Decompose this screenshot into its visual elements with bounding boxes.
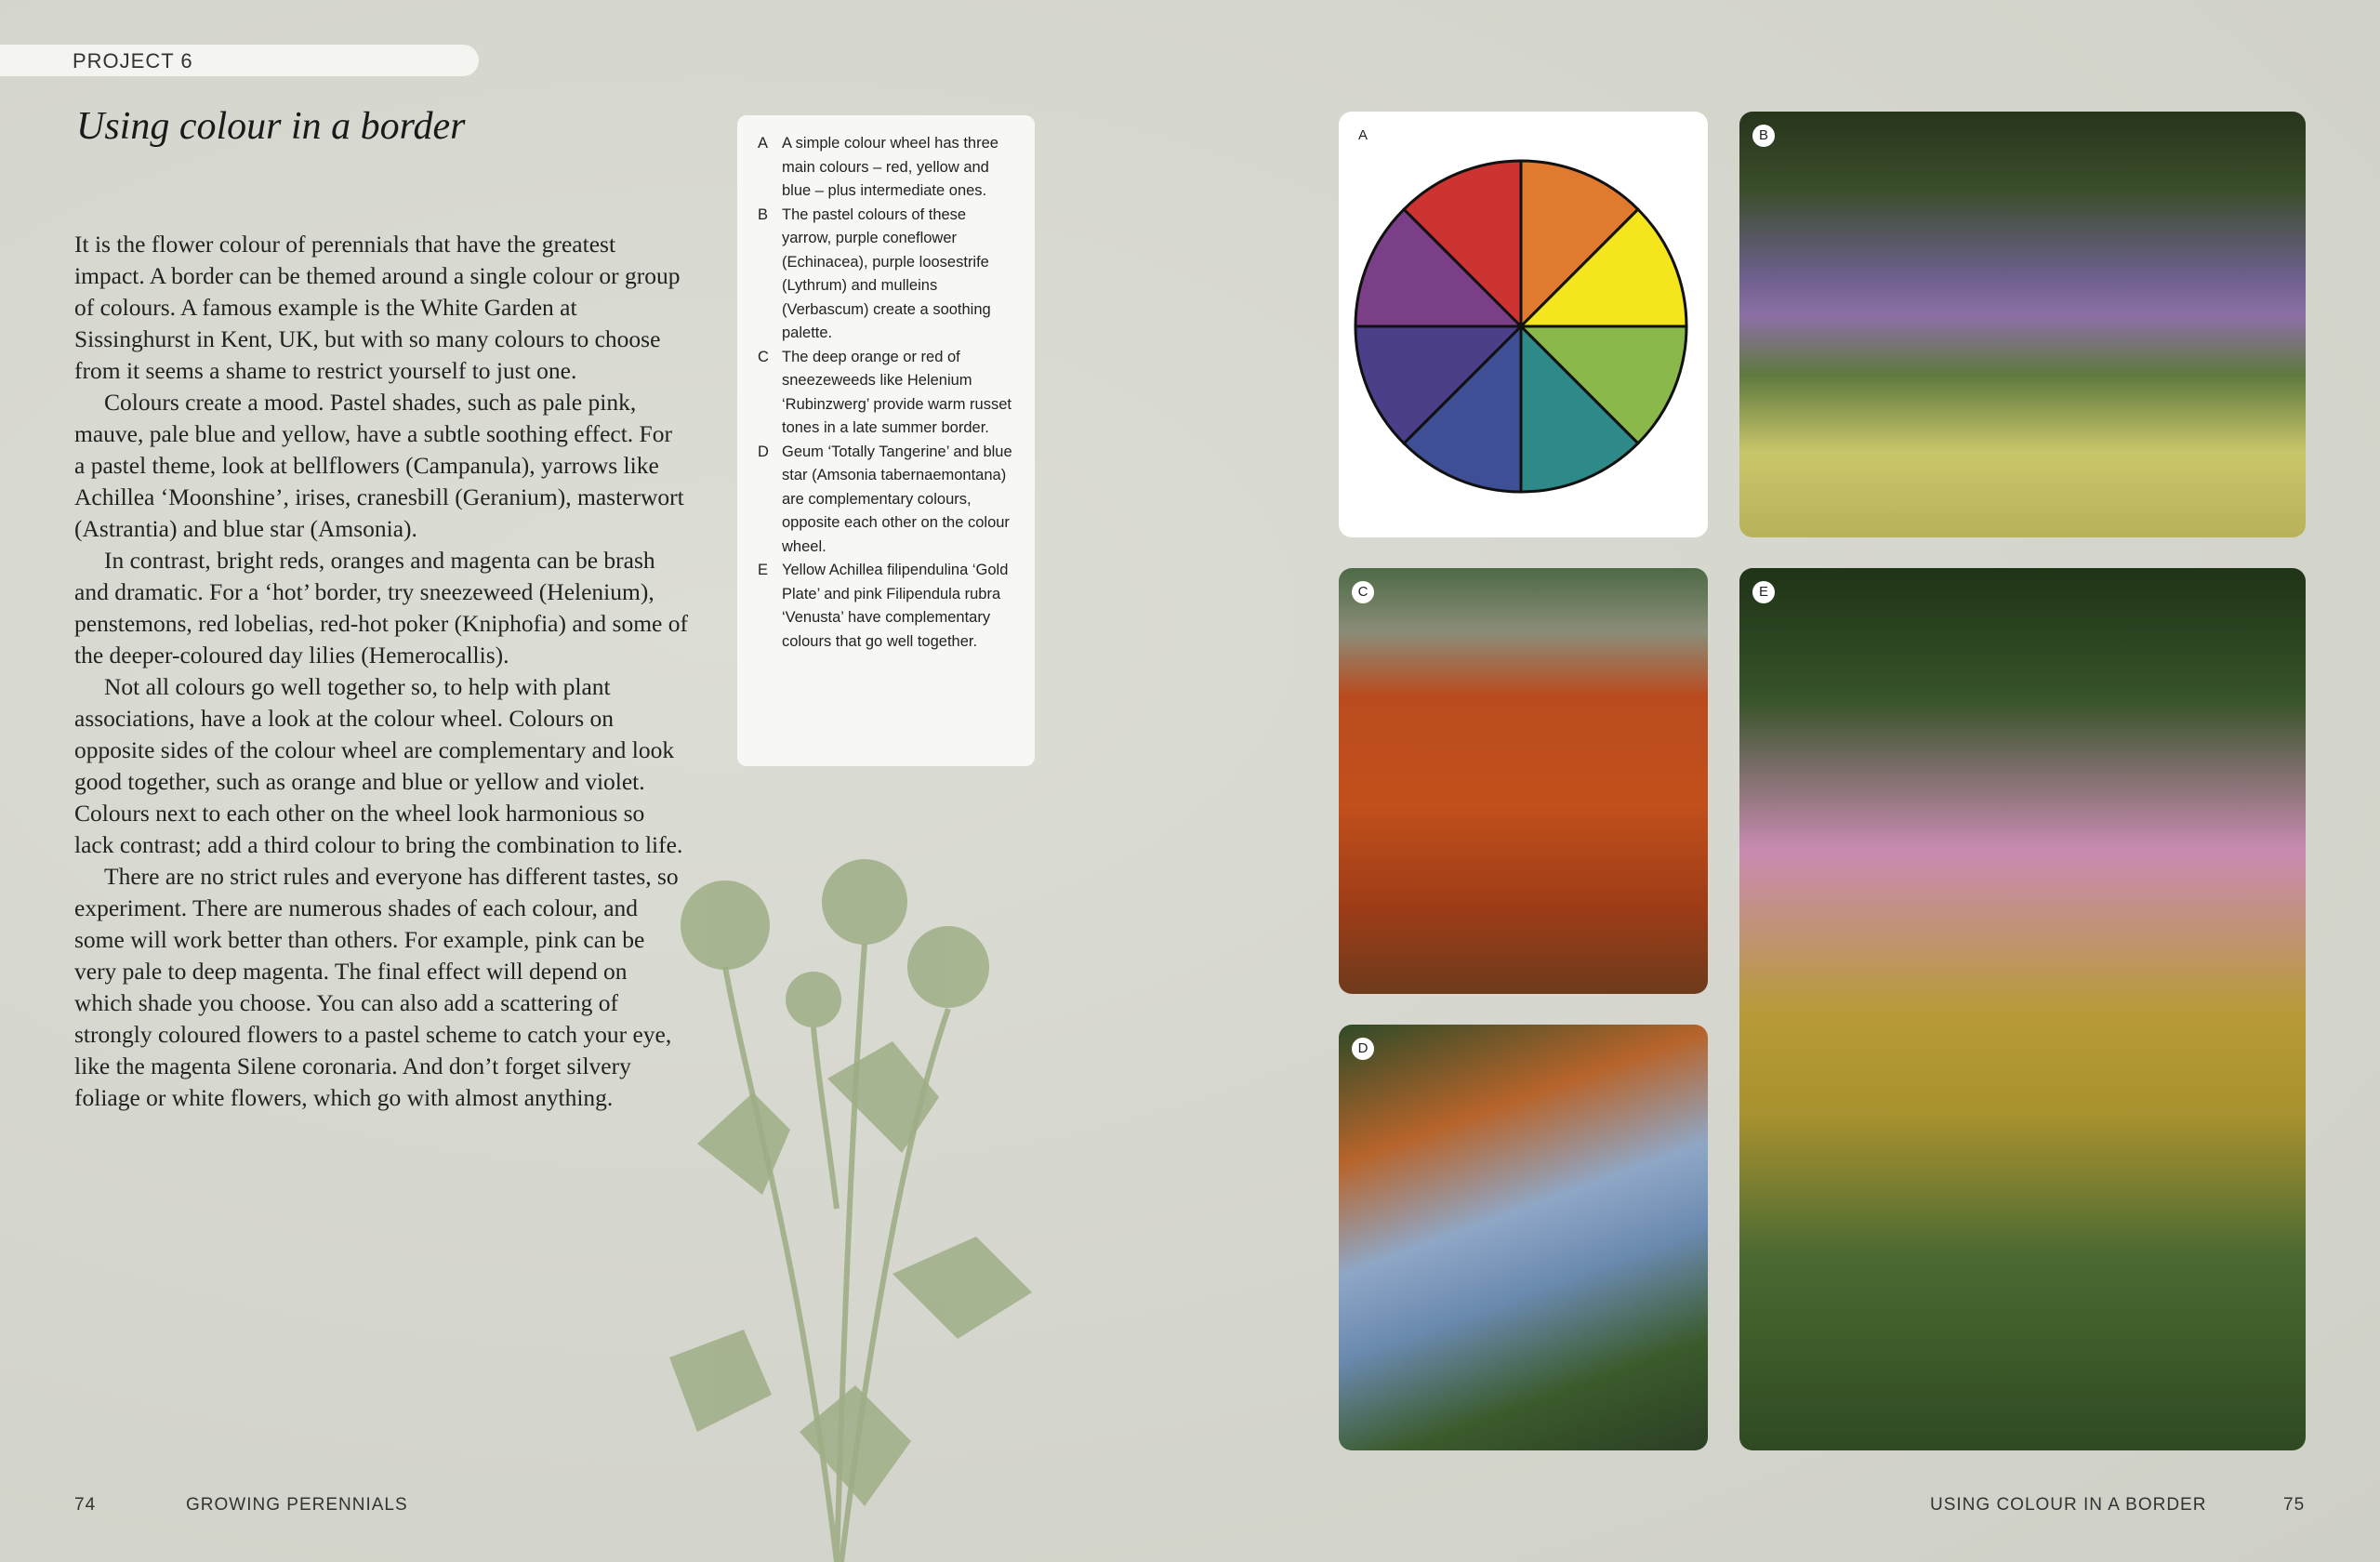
paragraph: In contrast, bright reds, oranges and magenta can be brash and dramatic. For a ‘hot’ border, try sneezeweed (Helenium), penstemons, red lobelias, red-hot poker (Kniphofia) and some of the deeper-coloured day lilies (Hemerocallis).: [74, 547, 688, 668]
photo-achillea-filipendula: [1739, 568, 2306, 1450]
project-tab: [0, 45, 479, 76]
colour-wheel: [1339, 112, 1708, 537]
page-number-right: 75: [2283, 1495, 2306, 1515]
caption-key: D: [758, 443, 769, 460]
page-number-left: 74: [74, 1495, 97, 1515]
caption-panel: [737, 115, 1035, 766]
paragraph: It is the flower colour of perennials that have the greatest impact. A border can be themed around a single colour or group of colours. A famous example is the White Garden at Sissinghurst in Kent, UK, but with so many colours to choose from it seems a shame to restrict yourself to just one.: [74, 231, 681, 384]
caption-key: E: [758, 562, 769, 578]
photo-label: C: [1352, 581, 1374, 603]
photo-helenium-border: [1339, 568, 1708, 994]
paragraph: Colours create a mood. Pastel shades, such as pale pink, mauve, pale blue and yellow, have a subtle soothing effect. For a pastel theme, look at bellflowers (Campanula), yarrows like Achillea ‘Moonshine’, irises, cranesbill (Geranium), masterwort (Astrantia) and blue star (Amsonia).: [74, 389, 684, 542]
photo-geum-amsonia: [1339, 1025, 1708, 1450]
running-head-left: GROWING PERENNIALS: [186, 1495, 408, 1515]
geranium-illustration: [614, 837, 1134, 1562]
caption-key: B: [758, 205, 769, 223]
caption-text: The pastel colours of these yarrow, purple coneflower (Echinacea), purple loosestrife (Lythrum) and mulleins (Verbascum) create a soothing palette.: [782, 205, 991, 341]
photo-label: A: [1352, 125, 1374, 147]
paragraph: Not all colours go well together so, to help with plant associations, have a look at the colour wheel. Colours on opposite sides of the colour wheel are complementary and look good together, such as orange and blue or yellow and violet. Colours next to each other on the wheel look harmonious so lack contrast; add a third colour to bring the combination to life.: [74, 673, 683, 858]
caption-item: [758, 559, 1016, 654]
caption-key: C: [758, 348, 769, 365]
caption-text: A simple colour wheel has three main colours – red, yellow and blue – plus intermediate ones.: [782, 135, 998, 199]
running-head-right: USING COLOUR IN A BORDER: [1930, 1495, 2207, 1515]
photo-label: D: [1352, 1038, 1374, 1060]
page-title: Using colour in a border: [76, 105, 466, 148]
photo-colour-wheel: [1339, 112, 1708, 537]
caption-key: A: [758, 135, 769, 152]
caption-item: [758, 441, 1016, 560]
caption-text: Yellow Achillea filipendulina ‘Gold Plate’ and pink Filipendula rubra ‘Venusta’ have complementary colours that go well together.: [782, 562, 1009, 650]
caption-text: The deep orange or red of sneezeweeds like Helenium ‘Rubinzwerg’ provide warm russet tones in a late summer border.: [782, 348, 1012, 436]
body-text: [74, 229, 688, 1114]
caption-item: [758, 346, 1016, 441]
caption-item: [758, 132, 1016, 204]
caption-item: [758, 204, 1016, 346]
photo-label: E: [1752, 581, 1775, 603]
paragraph: There are no strict rules and everyone has different tastes, so experiment. There are numerous shades of each colour, and some will work better than others. For example, pink can be very pale to deep magenta. The final effect will depend on which shade you choose. You can also add a scattering of strongly coloured flowers to a pastel scheme to catch your eye, like the magenta Silene coronaria. And don’t forget silvery foliage or white flowers, which go with almost anything.: [74, 863, 679, 1111]
caption-text: Geum ‘Totally Tangerine’ and blue star (Amsonia tabernaemontana) are complementary colours, opposite each other on the colour wheel.: [782, 443, 1012, 555]
project-label: PROJECT 6: [73, 49, 193, 73]
photo-label: B: [1752, 125, 1775, 147]
photo-pastel-border: [1739, 112, 2306, 537]
